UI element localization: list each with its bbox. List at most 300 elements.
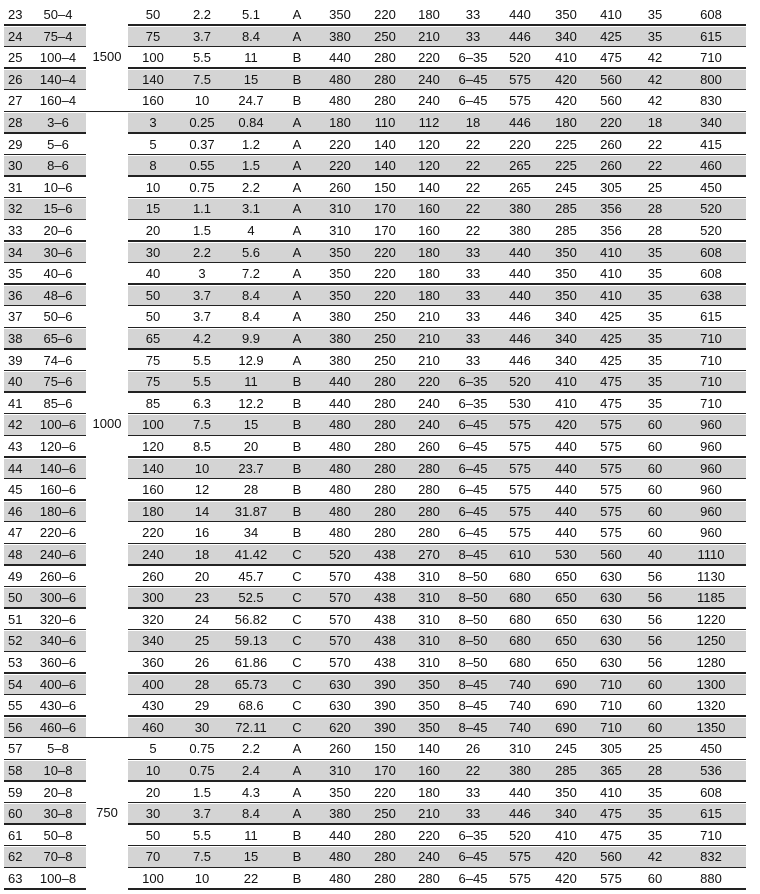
value-cell: 446	[509, 309, 531, 325]
table-row	[4, 198, 746, 220]
value-cell: 250	[374, 28, 396, 44]
value-cell: 630	[329, 698, 351, 714]
row-number: 41	[8, 395, 23, 411]
value-cell: B	[292, 93, 302, 109]
value-cell: 42	[647, 71, 663, 87]
value-cell: 5.5	[192, 50, 212, 66]
table-row	[4, 263, 746, 285]
row-number: 40	[8, 374, 23, 390]
value-cell: 6–35	[458, 827, 488, 843]
value-cell: 22	[465, 136, 481, 152]
value-cell: 2.4	[241, 763, 261, 778]
value-cell: 35	[647, 331, 663, 346]
value-cell: 615	[700, 806, 722, 822]
value-cell: 60	[647, 871, 663, 886]
value-cell: 220	[600, 115, 622, 130]
table-row	[4, 479, 746, 501]
value-cell: 480	[329, 503, 351, 519]
value-cell: 575	[509, 417, 531, 433]
value-cell: 280	[374, 849, 396, 865]
value-cell: 65	[145, 331, 161, 346]
value-cell: 24	[194, 611, 210, 627]
value-cell: 50	[145, 827, 161, 843]
value-cell: 240	[418, 71, 440, 87]
row-number: 51	[8, 611, 23, 627]
value-cell: 280	[374, 374, 396, 390]
value-cell: 520	[700, 201, 722, 217]
value-cell: 680	[509, 633, 531, 649]
value-cell: 7.2	[241, 266, 261, 282]
value-cell: 7.5	[192, 71, 212, 87]
row-number: 24	[8, 28, 23, 44]
value-cell: 3	[149, 115, 157, 130]
value-cell: C	[292, 633, 302, 649]
value-cell: 340	[555, 309, 577, 325]
value-cell: 60	[647, 525, 663, 541]
value-cell: 120	[418, 158, 440, 174]
value-cell: 60	[647, 719, 663, 735]
model-cell: 8–6	[47, 158, 69, 174]
value-cell: 22	[647, 158, 663, 174]
value-cell: 560	[600, 849, 622, 865]
value-cell: C	[292, 547, 302, 562]
model-cell: 220–6	[39, 525, 77, 541]
row-number: 28	[8, 115, 23, 130]
value-cell: A	[292, 179, 302, 195]
value-cell: 20	[145, 223, 161, 238]
table-row	[4, 846, 746, 868]
model-cell: 48–6	[43, 287, 73, 303]
value-cell: 220	[509, 136, 531, 152]
value-cell: 22	[465, 201, 481, 217]
value-cell: 1350	[696, 719, 726, 735]
value-cell: 520	[329, 547, 351, 562]
value-cell: 8–50	[458, 568, 488, 584]
value-cell: 20	[194, 568, 210, 584]
value-cell: 356	[600, 223, 622, 238]
value-cell: 350	[555, 784, 577, 800]
value-cell: B	[292, 503, 302, 519]
value-cell: 440	[509, 784, 531, 800]
value-cell: 575	[509, 503, 531, 519]
value-cell: 575	[509, 482, 531, 498]
value-cell: 0.75	[189, 763, 215, 778]
value-cell: C	[292, 590, 302, 606]
table-row	[4, 328, 746, 350]
value-cell: 280	[374, 525, 396, 541]
value-cell: 6–45	[458, 93, 488, 109]
value-cell: 180	[418, 266, 440, 282]
row-number: 44	[8, 460, 23, 476]
value-cell: 380	[329, 352, 351, 368]
value-cell: 305	[600, 179, 622, 195]
model-cell: 400–6	[39, 676, 77, 692]
value-cell: 180	[555, 115, 577, 130]
value-cell: 575	[600, 503, 622, 519]
row-number: 49	[8, 568, 23, 584]
value-cell: A	[292, 763, 302, 778]
value-cell: 11	[244, 374, 258, 390]
value-cell: 0.25	[189, 115, 215, 130]
value-cell: 440	[509, 266, 531, 282]
value-cell: 630	[600, 633, 622, 649]
value-cell: 285	[555, 763, 577, 778]
value-cell: B	[292, 525, 302, 541]
row-number: 48	[8, 547, 23, 562]
value-cell: 300	[142, 590, 164, 606]
value-cell: 260	[600, 136, 622, 152]
value-cell: 2.2	[192, 244, 212, 260]
model-cell: 10–8	[43, 763, 73, 778]
value-cell: 6–45	[458, 525, 488, 541]
row-number: 34	[8, 244, 23, 260]
value-cell: 350	[555, 266, 577, 282]
value-cell: 110	[374, 115, 396, 130]
value-cell: 440	[509, 7, 531, 22]
row-number: 57	[8, 741, 23, 757]
value-cell: 530	[509, 395, 531, 411]
value-cell: 56	[647, 633, 663, 649]
value-cell: 250	[374, 331, 396, 346]
value-cell: 280	[418, 482, 440, 498]
value-cell: 40	[145, 266, 161, 282]
value-cell: 430	[142, 698, 164, 714]
value-cell: 220	[142, 525, 164, 541]
value-cell: 5.5	[192, 827, 212, 843]
value-cell: 475	[600, 806, 622, 822]
value-cell: 615	[700, 309, 722, 325]
value-cell: 0.75	[189, 179, 215, 195]
value-cell: 680	[509, 568, 531, 584]
value-cell: 220	[418, 50, 440, 66]
value-cell: 1300	[696, 676, 726, 692]
value-cell: B	[292, 460, 302, 476]
value-cell: 7.5	[192, 849, 212, 865]
value-cell: 410	[600, 287, 622, 303]
value-cell: 520	[700, 223, 722, 238]
value-cell: 575	[509, 93, 531, 109]
value-cell: 340	[142, 633, 164, 649]
value-cell: 280	[374, 482, 396, 498]
table-row	[4, 155, 746, 177]
value-cell: A	[292, 115, 302, 130]
value-cell: 310	[418, 568, 440, 584]
value-cell: 10	[145, 763, 161, 778]
value-cell: 340	[555, 28, 577, 44]
value-cell: 570	[329, 611, 351, 627]
value-cell: 28	[194, 676, 210, 692]
row-number: 47	[8, 525, 23, 541]
value-cell: 620	[329, 719, 351, 735]
value-cell: 440	[555, 503, 577, 519]
value-cell: 446	[509, 115, 531, 130]
value-cell: 446	[509, 331, 531, 346]
value-cell: 610	[509, 547, 531, 562]
value-cell: B	[292, 50, 302, 66]
table-row	[4, 544, 746, 566]
value-cell: 56	[647, 590, 663, 606]
value-cell: 475	[600, 374, 622, 390]
value-cell: 33	[465, 28, 481, 44]
value-cell: 280	[374, 417, 396, 433]
value-cell: 140	[374, 136, 396, 152]
model-cell: 180–6	[39, 503, 77, 519]
value-cell: 350	[418, 698, 440, 714]
value-cell: 350	[555, 7, 577, 22]
value-cell: 630	[600, 590, 622, 606]
value-cell: 310	[418, 633, 440, 649]
value-cell: 35	[647, 309, 663, 325]
row-number: 61	[8, 827, 23, 843]
value-cell: 6–45	[458, 460, 488, 476]
value-cell: 575	[600, 460, 622, 476]
value-cell: 15	[145, 201, 161, 217]
value-cell: B	[292, 439, 302, 454]
value-cell: 680	[509, 590, 531, 606]
value-cell: 33	[465, 287, 481, 303]
value-cell: 390	[374, 719, 396, 735]
table-row	[4, 695, 746, 717]
value-cell: C	[292, 611, 302, 627]
value-cell: 22	[465, 158, 481, 174]
value-cell: 225	[555, 158, 577, 174]
value-cell: 8–45	[458, 719, 488, 735]
value-cell: 140	[418, 179, 440, 195]
value-cell: 575	[509, 849, 531, 865]
value-cell: 8	[149, 158, 157, 174]
value-cell: B	[292, 482, 302, 498]
value-cell: 33	[465, 352, 481, 368]
value-cell: 475	[600, 50, 622, 66]
value-cell: 8.4	[241, 287, 261, 303]
value-cell: 710	[700, 827, 722, 843]
value-cell: 410	[600, 244, 622, 260]
value-cell: 150	[374, 179, 396, 195]
value-cell: 740	[509, 676, 531, 692]
value-cell: 630	[600, 611, 622, 627]
value-cell: 520	[509, 50, 531, 66]
value-cell: 710	[700, 331, 722, 346]
value-cell: 35	[647, 244, 663, 260]
value-cell: 530	[555, 547, 577, 562]
value-cell: 5.5	[192, 374, 212, 390]
speed-group-label: 1500	[92, 49, 122, 64]
value-cell: 650	[555, 655, 577, 670]
value-cell: 2.2	[241, 179, 261, 195]
value-cell: 260	[600, 158, 622, 174]
value-cell: 410	[600, 7, 622, 22]
value-cell: 446	[509, 352, 531, 368]
value-cell: 150	[374, 741, 396, 757]
table-row	[4, 306, 746, 328]
value-cell: 410	[555, 827, 577, 843]
value-cell: 680	[509, 611, 531, 627]
value-cell: 575	[509, 71, 531, 87]
value-cell: 3.1	[241, 201, 261, 217]
value-cell: 60	[647, 698, 663, 714]
value-cell: 240	[418, 93, 440, 109]
value-cell: 140	[418, 741, 440, 757]
table-row	[4, 717, 746, 739]
row-number: 43	[8, 439, 23, 454]
row-number: 42	[8, 417, 23, 433]
value-cell: 280	[374, 460, 396, 476]
value-cell: 960	[700, 525, 722, 541]
value-cell: 446	[509, 28, 531, 44]
value-cell: 24.7	[238, 93, 264, 109]
value-cell: 440	[329, 374, 351, 390]
value-cell: 15	[243, 849, 259, 865]
value-cell: 960	[700, 503, 722, 519]
value-cell: 8.4	[241, 309, 261, 325]
row-number: 55	[8, 698, 23, 714]
value-cell: 33	[465, 309, 481, 325]
value-cell: 390	[374, 698, 396, 714]
model-cell: 15–6	[43, 201, 73, 217]
value-cell: 575	[600, 871, 622, 886]
value-cell: 420	[555, 849, 577, 865]
value-cell: 8.5	[192, 439, 212, 454]
value-cell: 140	[142, 460, 164, 476]
value-cell: 0.37	[189, 136, 215, 152]
row-number: 58	[8, 763, 23, 778]
value-cell: 570	[329, 655, 351, 670]
value-cell: 10	[194, 460, 210, 476]
value-cell: 650	[555, 590, 577, 606]
table-row	[4, 436, 746, 458]
model-cell: 140–4	[39, 71, 77, 87]
value-cell: 10	[194, 93, 210, 109]
value-cell: 480	[329, 849, 351, 865]
value-cell: 410	[600, 266, 622, 282]
value-cell: 28	[647, 763, 663, 778]
value-cell: C	[292, 676, 302, 692]
value-cell: 12.9	[238, 352, 264, 368]
value-cell: 310	[509, 741, 531, 757]
value-cell: 350	[329, 266, 351, 282]
table-row	[4, 674, 746, 696]
value-cell: 575	[509, 525, 531, 541]
value-cell: 690	[555, 719, 577, 735]
value-cell: 350	[555, 244, 577, 260]
value-cell: 690	[555, 676, 577, 692]
value-cell: 5	[149, 741, 157, 757]
value-cell: 50	[145, 287, 161, 303]
value-cell: 410	[555, 374, 577, 390]
value-cell: 160	[418, 223, 440, 238]
row-number: 23	[8, 7, 23, 22]
value-cell: 100	[142, 417, 164, 433]
table-row	[4, 652, 746, 674]
value-cell: A	[292, 331, 302, 346]
group-separator	[4, 737, 746, 738]
model-cell: 30–8	[43, 806, 73, 822]
value-cell: 56.82	[234, 611, 268, 627]
value-cell: 630	[600, 655, 622, 670]
value-cell: 180	[329, 115, 351, 130]
table-row	[4, 350, 746, 372]
value-cell: 8–45	[458, 676, 488, 692]
value-cell: 180	[418, 7, 440, 22]
row-number: 60	[8, 806, 23, 822]
model-cell: 100–8	[39, 871, 77, 886]
value-cell: 380	[509, 201, 531, 217]
row-number: 54	[8, 676, 23, 692]
value-cell: 42	[647, 50, 663, 66]
value-cell: 6–45	[458, 417, 488, 433]
value-cell: 160	[418, 201, 440, 217]
value-cell: 6–35	[458, 374, 488, 390]
value-cell: 18	[647, 115, 663, 130]
value-cell: 100	[142, 50, 164, 66]
value-cell: 285	[555, 223, 577, 238]
value-cell: 2.2	[241, 741, 261, 757]
value-cell: 960	[700, 439, 722, 454]
value-cell: 380	[329, 331, 351, 346]
model-cell: 460–6	[39, 719, 77, 735]
value-cell: 210	[418, 28, 440, 44]
model-cell: 320–6	[39, 611, 77, 627]
value-cell: 425	[600, 28, 622, 44]
value-cell: 8–50	[458, 590, 488, 606]
value-cell: 5.6	[241, 244, 261, 260]
model-cell: 5–8	[47, 741, 69, 757]
value-cell: A	[292, 287, 302, 303]
table-row	[4, 371, 746, 393]
row-number: 63	[8, 871, 23, 886]
value-cell: 1320	[696, 698, 726, 714]
value-cell: 2.2	[192, 7, 212, 22]
table-row	[4, 566, 746, 588]
value-cell: 1110	[697, 547, 725, 562]
value-cell: 520	[509, 374, 531, 390]
value-cell: 310	[418, 611, 440, 627]
value-cell: 180	[418, 287, 440, 303]
value-cell: 28	[647, 223, 663, 238]
value-cell: B	[292, 395, 302, 411]
value-cell: 22	[465, 763, 481, 778]
value-cell: 6–35	[458, 395, 488, 411]
value-cell: 22	[243, 871, 259, 886]
value-cell: 608	[700, 266, 722, 282]
value-cell: 350	[329, 7, 351, 22]
value-cell: 9.9	[241, 331, 261, 346]
row-number: 31	[8, 179, 23, 195]
value-cell: 33	[465, 784, 481, 800]
model-cell: 74–6	[43, 352, 73, 368]
value-cell: 265	[509, 158, 531, 174]
value-cell: 1.5	[241, 158, 261, 174]
speed-group-label: 1000	[92, 416, 122, 432]
value-cell: 690	[555, 698, 577, 714]
value-cell: 280	[374, 93, 396, 109]
value-cell: 630	[600, 568, 622, 584]
value-cell: 1185	[697, 590, 725, 606]
value-cell: 245	[555, 741, 577, 757]
model-cell: 20–8	[43, 784, 73, 800]
value-cell: 220	[418, 374, 440, 390]
value-cell: 85	[145, 395, 161, 411]
value-cell: 35	[647, 806, 663, 822]
value-cell: 260	[329, 179, 351, 195]
value-cell: 35	[647, 28, 663, 44]
value-cell: 280	[374, 395, 396, 411]
value-cell: 650	[555, 611, 577, 627]
value-cell: 520	[509, 827, 531, 843]
model-cell: 20–6	[43, 223, 73, 238]
value-cell: 6–45	[458, 71, 488, 87]
value-cell: 340	[555, 352, 577, 368]
